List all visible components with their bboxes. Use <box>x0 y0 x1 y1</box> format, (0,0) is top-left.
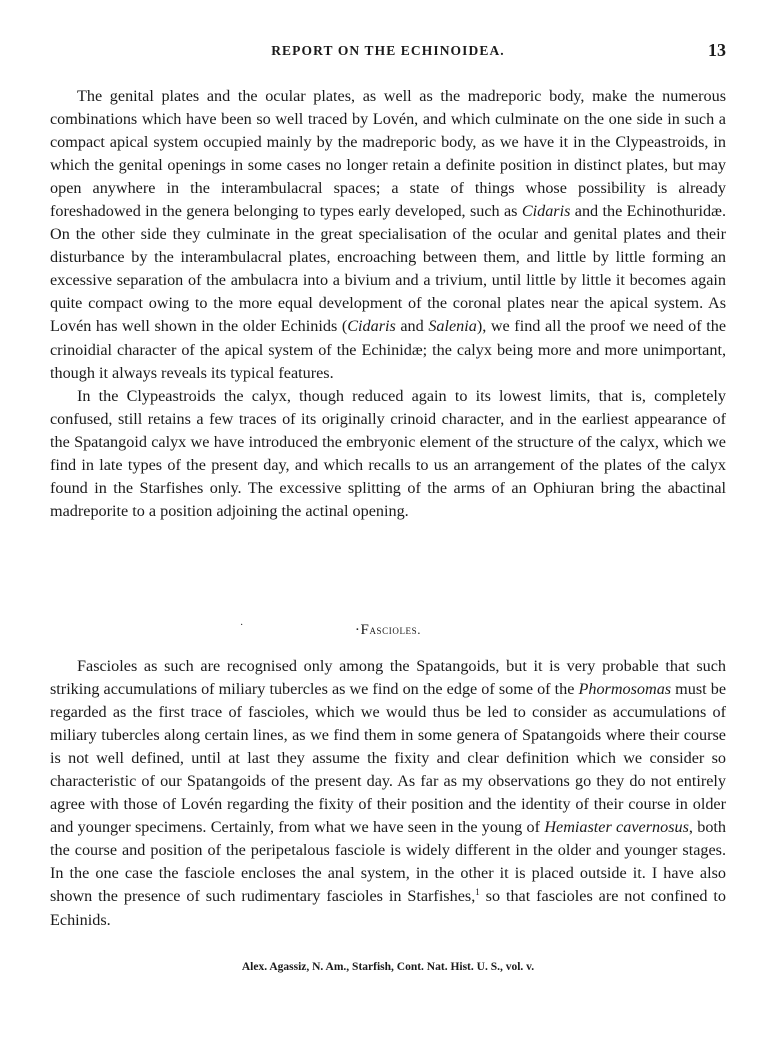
paragraph-1-text-b: and the Echinothuridæ. On the other side they culminate in the great specialisation of the ocular and genital plates and their disturbance by the interambulacral plates, encroaching between them, and little by little forming an excessive separation of the ambulacra into a bivium and a trivium, until little by little it becomes again quite compact owing to the more equal development of the coronal plates near the apical system. As Lovén has well shown in the older Echinids ( <box>50 202 726 336</box>
body-text-upper <box>50 85 726 523</box>
paragraph-2: In the Clypeastroids the calyx, though reduced again to its lowest limits, that is, completely confused, still retains a few traces of its originally crinoid character, and in the earliest appearance of the Spatangoid calyx we have introduced the embryonic element of the structure of the calyx, which we find in late types of the present day, and which recalls to us an arrangement of the plates of the calyx found in the Starfishes only. The excessive splitting of the arms of an Ophiuran bring the abactinal madreporite to a position adjoining the actinal opening. <box>50 386 726 520</box>
italic-genus-salenia: Salenia <box>428 317 477 336</box>
footnote-marker[interactable]: 1 <box>475 887 480 898</box>
section-heading-rest: ascioles. <box>369 622 422 637</box>
footnote: Alex. Agassiz, N. Am., Starfish, Cont. Nat. Hist. U. S., vol. v. <box>241 961 535 973</box>
paragraph-3-text-a: Fascioles as such are recognised only among the Spatangoids, but it is very probable that such striking accumulations of miliary tubercles as we find on the edge of some of the <box>50 657 726 699</box>
italic-genus-cidaris-2: Cidaris <box>347 317 396 336</box>
paragraph-3-text-b: must be regarded as the first trace of fascioles, which we would thus be led to consider as accumulations of miliary tubercles along certain lines, as we find them in some genera of Spatangoids where their course is not well defined, until at last they assume the fixity and clear definition which we consider so characteristic of our Spatangoids of the present day. As far as my observations go they do not entirely agree with those of Lovén regarding the fixity of their position and the identity of their course in older and younger specimens. Certainly, from what we have seen in the young of <box>50 680 726 837</box>
paragraph-1-text-c: and <box>395 317 429 336</box>
paragraph-3-text-c: , both the course and position of the peripetalous fasciole is widely different in the older and younger stages. In the one case the fasciole encloses the anal system, in the other it is placed outside it. I have also shown the presence of such rudimentary fascioles in Starfishes, <box>50 818 727 906</box>
running-title: REPORT ON THE ECHINOIDEA. <box>271 43 505 58</box>
body-text-lower <box>50 655 726 932</box>
stray-mark: · <box>240 620 244 631</box>
section-heading-dot: · <box>354 622 361 638</box>
paragraph-1-text-a: The genital plates and the ocular plates, as well as the madreporic body, make the numerous combinations which have been so well traced by Lovén, and which culminate on the one side in such a compact apical system occupied mainly by the madreporic body, as we have it in the Clypeastroids, in which the genital openings in some cases no longer retain a definite position in distinct plates, but may open anywhere in the interambulacral spaces; a state of things whose possibility is already foreshadowed in the genera belonging to types early developed, such as <box>50 87 726 221</box>
section-heading-initial: F <box>360 622 370 638</box>
italic-species-hemiaster: Hemiaster cavernosus <box>544 818 689 837</box>
section-heading-fascioles <box>0 622 776 639</box>
paragraph-3 <box>50 655 726 932</box>
italic-genus-cidaris: Cidaris <box>521 202 571 221</box>
italic-genus-phormosomas: Phormosomas <box>578 680 672 699</box>
running-header <box>50 40 726 65</box>
paragraph-1-text-d: ), we find all the proof we need of the crinoidial character of the apical system of the Echinidæ; the calyx being more and more unimportant, though it always reveals its typical features. <box>50 317 726 382</box>
paragraph-1 <box>50 85 726 385</box>
page-number: 13 <box>708 40 726 60</box>
paragraph-3-text-d: so that fascioles are not confined to Echinids. <box>50 887 727 929</box>
